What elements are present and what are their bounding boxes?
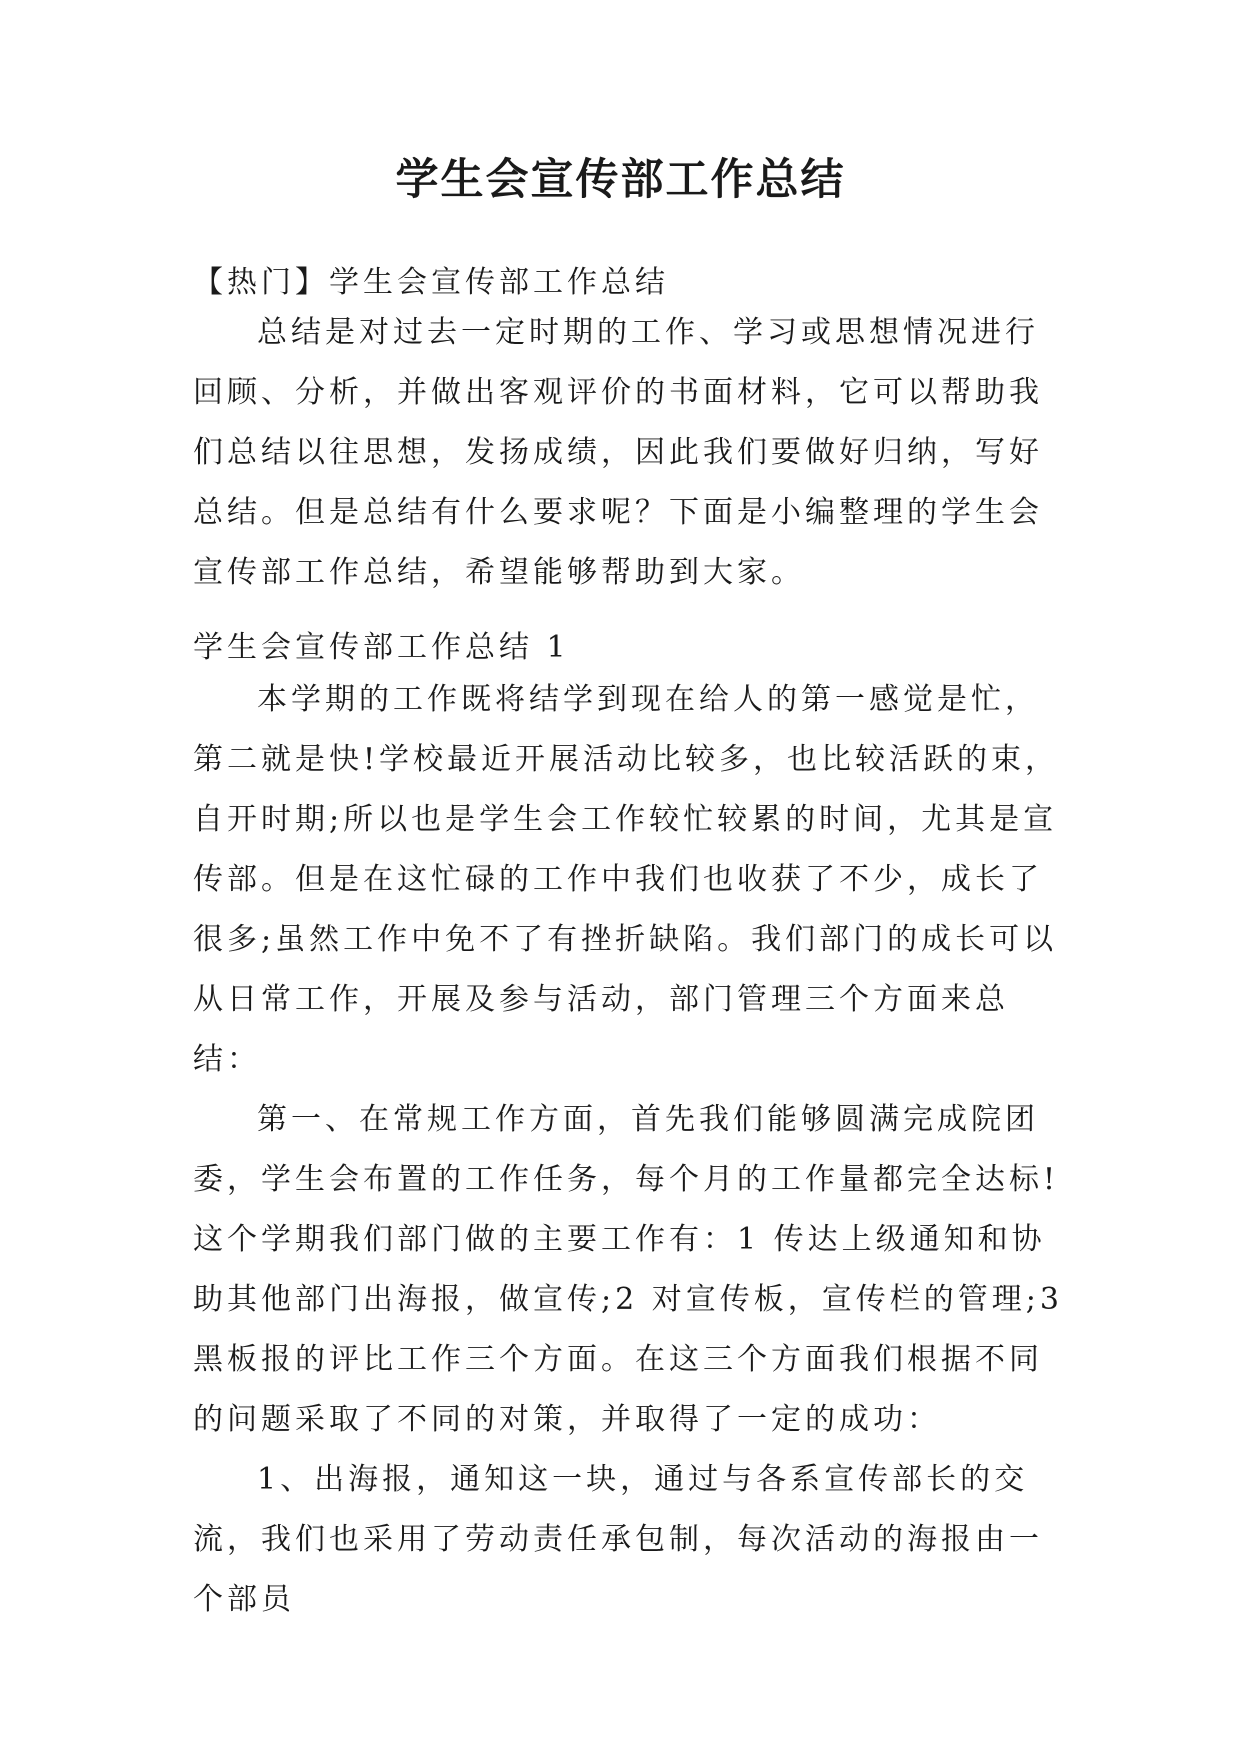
section-heading: 学生会宣传部工作总结 1 [193,630,570,665]
body-paragraph-3: 1、出海报，通知这一块，通过与各系宣传部长的交流，我们也采用了劳动责任承包制，每次活动的海报由一个部员 [193,1462,1043,1617]
intro-block [193,303,1063,603]
intro-paragraph: 总结是对过去一定时期的工作、学习或思想情况进行回顾、分析，并做出客观评价的书面材料，它可以帮助我们总结以往思想，发扬成绩，因此我们要做好归纳，写好总结。但是总结有什么要求呢？下面是小编整理的学生会宣传部工作总结，希望能够帮助到大家。 [193,315,1043,590]
document-title: 学生会宣传部工作总结 [395,155,846,205]
body-paragraph-1: 本学期的工作既将结学到现在给人的第一感觉是忙，第二就是快!学校最近开展活动比较多，也比较活跃的束，自开时期;所以也是学生会工作较忙较累的时间，尤其是宣传部。但是在这忙碌的工作中我们也收获了不少，成长了很多;虽然工作中免不了有挫折缺陷。我们部门的成长可以从日常工作，开展及参与活动，部门管理三个方面来总结： [193,682,1060,1077]
section-body [193,670,1063,1630]
body-paragraph-2: 第一、在常规工作方面，首先我们能够圆满完成院团委，学生会布置的工作任务，每个月的工作量都完全达标!这个学期我们部门做的主要工作有：1 传达上级通知和协助其他部门出海报，做宣传;2 对宣传板，宣传栏的管理;3 黑板报的评比工作三个方面。在这三个方面我们根据不同的问题采取了不同的对策，并取得了一定的成功： [193,1102,1063,1437]
document-subtitle: 【热门】学生会宣传部工作总结 [193,265,669,300]
